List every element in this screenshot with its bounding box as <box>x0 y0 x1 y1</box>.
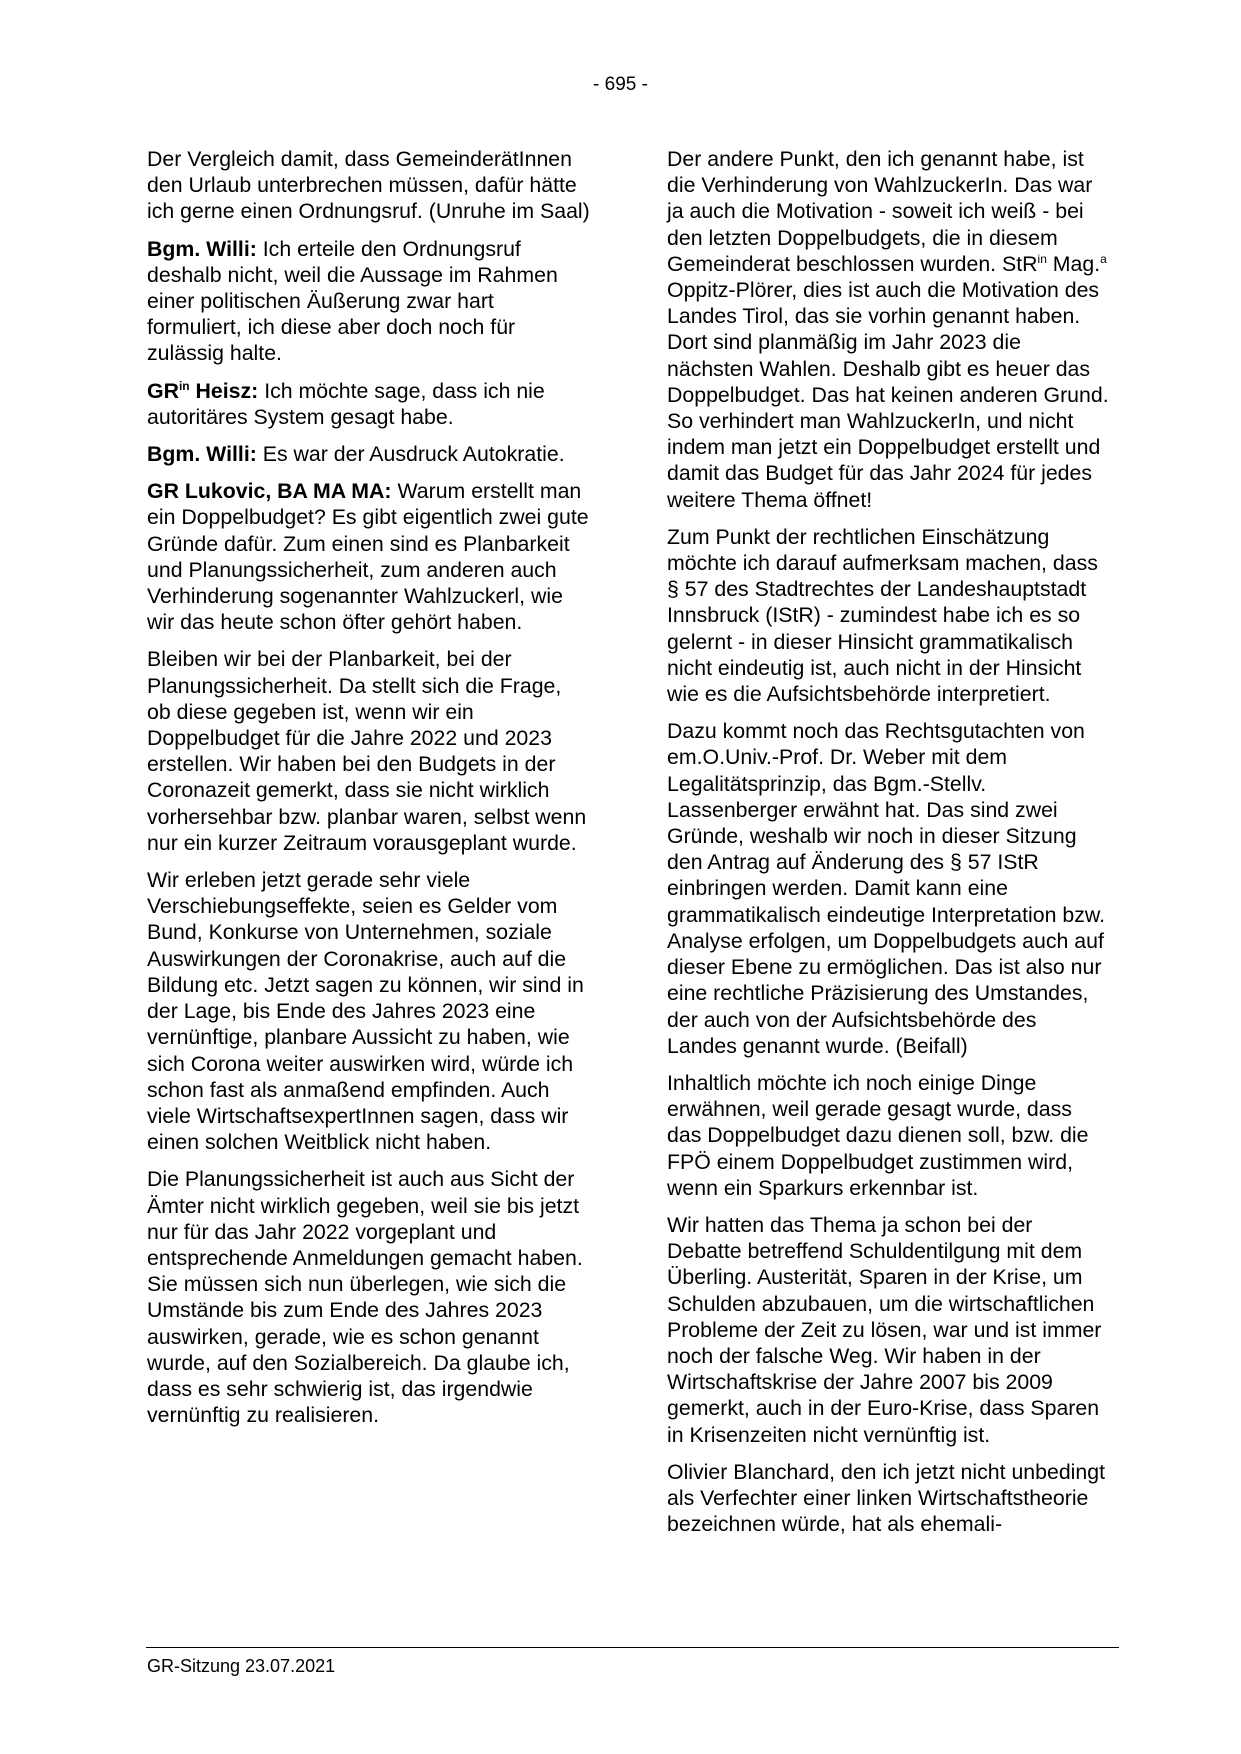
paragraph-text: Mag. <box>1046 251 1101 276</box>
paragraph: Die Planungssicherheit ist auch aus Sicht der Ämter nicht wirklich gegeben, weil sie bis jetzt nur für das Jahr 2022 vorgeplant und entsprechende Anmeldungen gemacht haben. Sie müssen sich nun überlegen, wie sich die Umstände bis zum Ende des Jahres 2023 auswirken, gerade, wie es schon genannt wurde, auf den Sozialbereich. Da glaube ich, dass es sehr schwierig ist, das irgendwie vernünftig zu realisieren. <box>147 1167 583 1428</box>
paragraph <box>147 378 590 430</box>
paragraph: Bleiben wir bei der Planbarkeit, bei der Planungssicherheit. Da stellt sich die Frage, ob diese gegeben ist, wenn wir ein Doppelbudget für die Jahre 2022 und 2023 erstellen. Wir haben bei den Budgets in der Coronazeit gemerkt, dass sie nicht wirklich vorhersehbar bzw. planbar waren, selbst wenn nur ein kurzer Zeitraum vorausgeplant wurde. <box>147 647 587 855</box>
paragraph-text: Ich erteile den Ordnungsruf deshalb nicht, weil die Aussage im Rahmen einer politischen Äußerung zwar hart formuliert, ich diese aber doch noch für zulässig halte. <box>147 236 558 366</box>
paragraph: Zum Punkt der rechtlichen Einschätzung möchte ich darauf aufmerksam machen, dass § 57 des Stadtrechtes der Landeshauptstadt Innsbruck (IStR) - zumindest habe ich es so gelernt - in dieser Hinsicht grammatikalisch nicht eindeutig ist, auch nicht in der Hinsicht wie es die Aufsichtsbehörde interpretiert. <box>667 524 1098 707</box>
speaker-name: Bgm. Willi: <box>147 236 257 261</box>
speaker-prefix: GR <box>147 378 179 403</box>
paragraph-text: Oppitz-Plörer, dies ist auch die Motivation des Landes Tirol, das sie vorhin genannt haben. Dort sind planmäßig im Jahr 2023 die nächsten Wahlen. Deshalb gibt es heuer das Doppelbudget. Das hat keinen anderen Grund. So verhindert man WahlzuckerIn, und nicht indem man jetzt ein Doppelbudget erstellt und damit das Budget für das Jahr 2024 für jedes weitere Thema öffnet! <box>667 278 1109 512</box>
paragraph: Inhaltlich möchte ich noch einige Dinge erwähnen, weil gerade gesagt wurde, dass das Doppelbudget dazu dienen soll, bzw. die FPÖ einem Doppelbudget zustimmen wird, wenn ein Sparkurs erkennbar ist. <box>667 1070 1089 1200</box>
paragraph-text: Ich möchte sage, dass ich nie autoritäres System gesagt habe. <box>147 378 545 429</box>
paragraph: Wir erleben jetzt gerade sehr viele Verschiebungseffekte, seien es Gelder vom Bund, Konkurse von Unternehmen, soziale Auswirkungen der Coronakrise, auch auf die Bildung etc. Jetzt sagen zu können, wir sind in der Lage, bis Ende des Jahres 2023 eine vernünftige, planbare Aussicht zu haben, wie sich Corona weiter auswirken wird, würde ich schon fast als anmaßend empfinden. Auch viele WirtschaftsexpertInnen sagen, dass wir einen solchen Weitblick nicht haben. <box>147 868 584 1155</box>
speaker-surname: Heisz: <box>189 378 259 403</box>
paragraph <box>147 236 590 367</box>
right-column <box>667 146 1110 1548</box>
speaker-name: GR Lukovic, BA MA MA: <box>147 479 392 504</box>
title-superscript: a <box>1100 251 1107 266</box>
title-superscript: in <box>1037 251 1047 266</box>
paragraph <box>667 146 1110 513</box>
paragraph: Der Vergleich damit, dass GemeinderätInnen den Urlaub unterbrechen müssen, dafür hätte ich gerne einen Ordnungsruf. (Unruhe im Saal) <box>147 147 590 224</box>
paragraph: Olivier Blanchard, den ich jetzt nicht unbedingt als Verfechter einer linken Wirtschaftstheorie bezeichnen würde, hat als ehemali- <box>667 1459 1106 1537</box>
paragraph: Dazu kommt noch das Rechtsgutachten von em.O.Univ.-Prof. Dr. Weber mit dem Legalitätsprinzip, das Bgm.-Stellv. Lassenberger erwähnt hat. Das sind zwei Gründe, weshalb wir noch in dieser Sitzung den Antrag auf Änderung des § 57 IStR einbringen werden. Damit kann eine grammatikalisch eindeutige Interpretation bzw. Analyse erfolgen, um Doppelbudgets auch auf dieser Ebene zu ermöglichen. Das ist also nur eine rechtliche Präzisierung des Umstandes, der auch von der Aufsichtsbehörde des Landes genannt wurde. (Beifall) <box>667 719 1106 1058</box>
paragraph-text: Der andere Punkt, den ich genannt habe, ist die Verhinderung von WahlzuckerIn. Das war ja auch die Motivation - soweit ich weiß - bei den letzten Doppelbudgets, die in diesem Gemeinderat beschlossen wurden. StR <box>667 147 1093 276</box>
left-column <box>147 146 590 1439</box>
paragraph-text: Es war der Ausdruck Autokratie. <box>256 442 565 467</box>
paragraph <box>147 478 590 635</box>
speaker-name <box>147 379 258 403</box>
paragraph: Wir hatten das Thema ja schon bei der Debatte betreffend Schuldentilgung mit dem Überling. Austerität, Sparen in der Krise, um Schulden abzubauen, um die wirtschaftlichen Probleme der Zeit zu lösen, war und ist immer noch der falsche Weg. Wir haben in der Wirtschaftskrise der Jahre 2007 bis 2009 gemerkt, auch in der Euro-Krise, dass Sparen in Krisenzeiten nicht vernünftig ist. <box>667 1212 1102 1447</box>
page-number: - 695 - <box>593 74 648 95</box>
speaker-name: Bgm. Willi: <box>147 442 257 467</box>
paragraph <box>147 441 590 467</box>
paragraph-text: Warum erstellt man ein Doppelbudget? Es gibt eigentlich zwei gute Gründe dafür. Zum einen sind es Planbarkeit und Planungssicherheit, zum anderen auch Verhinderung sogenannter Wahlzuckerl, wie wir das heute schon öfter gehört haben. <box>147 479 589 635</box>
footer-session-date: GR-Sitzung 23.07.2021 <box>147 1656 336 1676</box>
speaker-superscript: in <box>178 378 190 393</box>
footer-divider <box>146 1647 1119 1648</box>
